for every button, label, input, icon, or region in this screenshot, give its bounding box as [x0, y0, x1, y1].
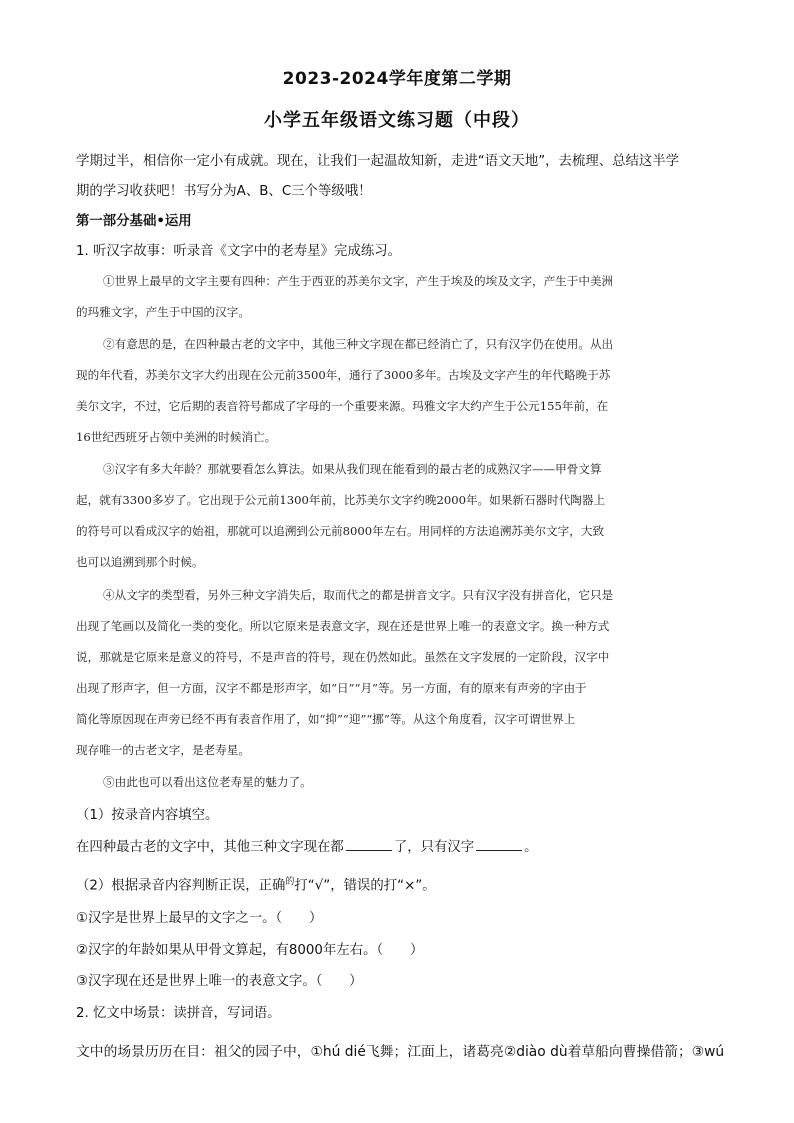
- passage-p4-line-6: 现存唯一的古老文字，是老寿星。: [76, 743, 250, 757]
- q1-sub2-label-c: 打“√”，错误的打“×”。: [294, 878, 436, 894]
- passage-p4-line-1: ④从文字的类型看，另外三种文字消失后，取而代之的都是拼音文字。只有汉字没有拼音化，它只是: [103, 588, 614, 602]
- q1-sub1-label: （1）按录音内容填空。: [76, 808, 219, 823]
- exam-title-subject: 小学五年级语文练习题（中段）: [264, 110, 530, 131]
- question-2-pinyin-line: 文中的场景历历在目：祖父的园子中，①hú dié飞舞；江面上，诸葛亮②diào dù着草船向曹操借箭；③wú: [76, 1044, 725, 1060]
- q1-sub1-fill-line: [76, 836, 538, 855]
- passage-p4-line-2: 出现了笔画以及简化一类的变化。所以它原来是表意文字，现在还是世界上唯一的表意文字。换一种方式: [76, 619, 610, 633]
- section-title: 第一部分基础•运用: [76, 214, 192, 229]
- passage-p3-line-2: 起，就有3300多岁了。它出现于公元前1300年前，比苏美尔文字约晚2000年。如果新石器时代陶器上: [76, 493, 606, 507]
- q1-sub1-text-c: 。: [524, 840, 538, 855]
- q1-sub1-text-b: 了，只有汉字: [393, 840, 475, 855]
- passage-p2-line-3: 美尔文字，不过，它后期的表音符号都成了字母的一个重要来源。玛雅文字大约产生于公元155年前，在: [76, 399, 609, 413]
- intro-line-2: 期的学习收获吧！书写分为A、B、C三个等级哦！: [76, 184, 372, 199]
- q1-sub1-text-a: 在四种最古老的文字中，其他三种文字现在都: [76, 840, 344, 855]
- passage-p2-line-4: 16世纪西班牙占领中美洲的时候消亡。: [76, 430, 277, 444]
- intro-line-1: 学期过半，相信你一定小有成就。现在，让我们一起温故知新，走进“语文天地”，去梳理、总结这半学: [76, 154, 680, 169]
- passage-p4-line-5: 简化等原因现在声旁已经不再有表音作用了，如“抑”“迎”“挪”等。从这个角度看，汉字可谓世界上: [76, 712, 576, 726]
- judge-item-2[interactable]: ②汉字的年龄如果从甲骨文算起，有8000年左右。（ ）: [76, 943, 424, 958]
- passage-p3-line-3: 的符号可以看成汉字的始祖，那就可以追溯到公元前8000年左右。用同样的方法追溯苏美尔文字，大致: [76, 524, 605, 538]
- answer-blank-1[interactable]: [346, 838, 392, 851]
- judge-item-1[interactable]: ①汉字是世界上最早的文字之一。（ ）: [76, 911, 323, 926]
- passage-p5-line-1: ⑤由此也可以看出这位老寿星的魅力了。: [103, 775, 312, 789]
- passage-p2-line-2: 现的年代看，苏美尔文字大约出现在公元前3500年，通行了3000多年。古埃及文字产生的年代略晚于苏: [76, 368, 611, 382]
- exam-title-term: 2023-2024学年度第二学期: [282, 69, 512, 89]
- answer-blank-2[interactable]: [476, 838, 522, 851]
- passage-p4-line-4: 出现了形声字，但一方面，汉字不都是形声字，如“日”“月”等。另一方面，有的原来有声旁的字由于: [76, 681, 587, 695]
- passage-p4-line-3: 说，那就是它原来是意义的符号，不是声音的符号，现在仍然如此。虽然在文字发展的一定阶段，汉字中: [76, 650, 610, 664]
- judge-item-3[interactable]: ③汉字现在还是世界上唯一的表意文字。（ ）: [76, 974, 363, 989]
- passage-p3-line-4: 也可以追溯到那个时候。: [76, 555, 204, 569]
- question-2-stem: 2. 忆文中场景：读拼音，写词语。: [76, 1006, 281, 1021]
- passage-p1-line-1: ①世界上最早的文字主要有四种：产生于西亚的苏美尔文字，产生于埃及的埃及文字，产生于中美洲: [103, 274, 614, 288]
- passage-p1-line-2: 的玛雅文字，产生于中国的汉字。: [76, 305, 250, 319]
- q1-sub2-label-b: 的: [285, 877, 295, 887]
- q1-sub2-label: [76, 874, 436, 893]
- passage-p2-line-1: ②有意思的是，在四种最古老的文字中，其他三种文字现在都已经消亡了，只有汉字仍在使用。从出: [103, 337, 614, 351]
- q1-sub2-label-a: （2）根据录音内容判断正误，正确: [76, 878, 286, 894]
- question-1-stem: 1. 听汉字故事：听录音《文字中的老寿星》完成练习。: [76, 244, 402, 259]
- passage-p3-line-1: ③汉字有多大年龄？那就要看怎么算法。如果从我们现在能看到的最古老的成熟汉字——甲骨文算: [103, 462, 602, 476]
